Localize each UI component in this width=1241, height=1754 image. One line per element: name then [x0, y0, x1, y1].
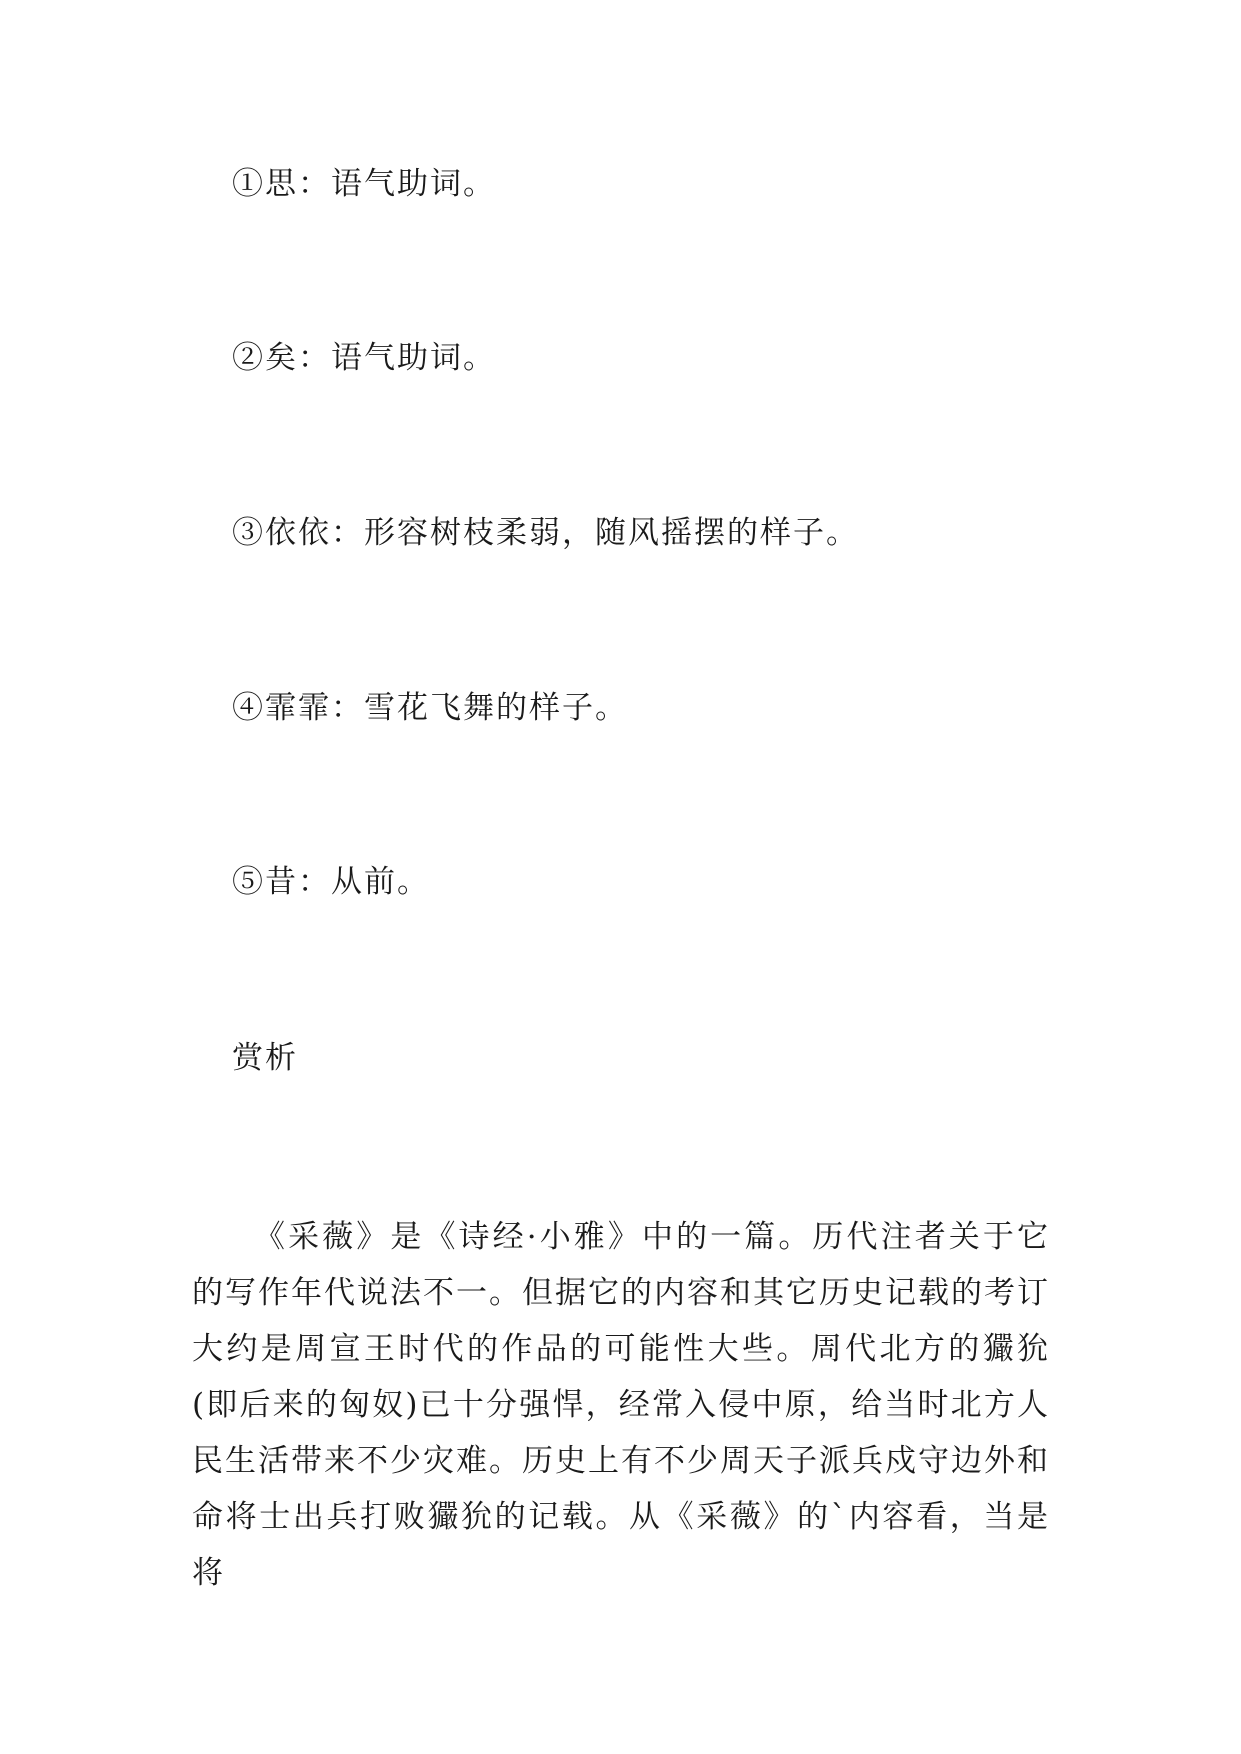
section-heading: 赏析 [232, 1040, 298, 1076]
note-3: ③依依：形容树枝柔弱，随风摇摆的样子。 [232, 515, 859, 551]
note-2: ②矣：语气助词。 [232, 340, 496, 376]
note-5: ⑤昔：从前。 [232, 864, 430, 900]
note-4: ④霏霏：雪花飞舞的样子。 [232, 690, 628, 726]
analysis-paragraph: 《采薇》是《诗经·小雅》中的一篇。历代注者关于它的写作年代说法不一。但据它的内容和其它历史记载的考订大约是周宣王时代的作品的可能性大些。周代北方的玁狁(即后来的匈奴)已十分强悍，经常入侵中原，给当时北方人民生活带来不少灾难。历史上有不少周天子派兵戍守边外和命将士出兵打败玁狁的记载。从《采薇》的`内容看，当是将 [192, 1219, 1050, 1591]
note-1: ①思：语气助词。 [232, 166, 496, 202]
